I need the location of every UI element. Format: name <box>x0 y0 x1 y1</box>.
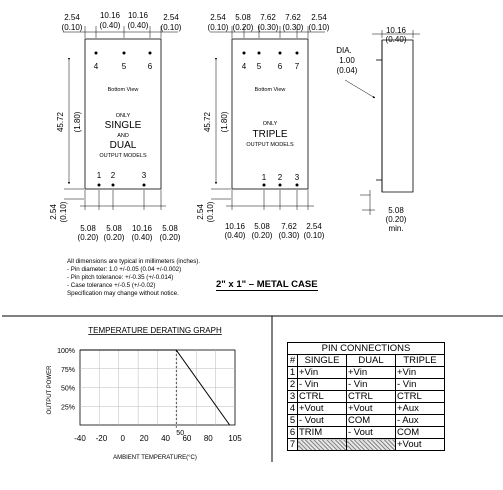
side-width-dim-in: (0.40) <box>385 35 407 44</box>
marker-label: 50 <box>176 430 185 437</box>
pin-cell: 3 <box>288 391 298 403</box>
pin-dot <box>149 52 152 55</box>
x-tick-label: 80 <box>203 434 213 443</box>
height-dim: 45.72 <box>203 111 212 133</box>
offset-dim: 2.54 <box>49 204 58 220</box>
pin-length-in: (0.20) <box>385 215 407 224</box>
chart-plot <box>80 350 230 428</box>
pin-cell: COM <box>396 427 445 439</box>
dim-mm: 7.62 <box>260 13 276 22</box>
pin-cell: CTRL <box>298 391 347 403</box>
offset-dim: 2.54 <box>196 204 205 220</box>
dim-mm: 5.08 <box>254 222 270 231</box>
pin-number: 6 <box>147 62 153 71</box>
derating-chart <box>10 322 260 472</box>
dim-mm: 10.16 <box>224 222 246 231</box>
pin-cell: 1 <box>288 367 298 379</box>
note-line: - Pin pitch tolerance: +/-0.35 (+/-0.014) <box>67 274 174 281</box>
pin-dot <box>112 184 115 187</box>
pin-dot <box>258 52 261 55</box>
pin-dot <box>243 52 246 55</box>
dim-mm: 2.54 <box>64 13 80 22</box>
header-cell: TRIPLE <box>396 355 445 367</box>
dia-in: (0.04) <box>336 66 358 75</box>
note-line: Specification may change without notice. <box>67 290 179 297</box>
dim-in: (0.40) <box>127 21 149 30</box>
pin-number: 2 <box>110 171 116 180</box>
dim-in: (0.10) <box>61 23 83 32</box>
bottom-view-label: Bottom View <box>107 87 139 93</box>
pin-cell: 2 <box>288 379 298 391</box>
pin-number: 5 <box>121 62 127 71</box>
y-tick-labels <box>57 348 75 411</box>
dim-mm: 2.54 <box>163 13 179 22</box>
pin-cell: +Vout <box>298 403 347 415</box>
pin-number: 6 <box>277 62 283 71</box>
pin-length-mm: 5.08 <box>388 206 404 215</box>
header-cell: # <box>288 355 298 367</box>
table-row <box>288 415 445 427</box>
side-case-outline <box>382 40 413 192</box>
output-models-label: OUTPUT MODELS <box>246 142 294 148</box>
pin-cell: +Vin <box>347 367 396 379</box>
dim-in: (0.10) <box>160 23 182 32</box>
pin-cell: - Vin <box>298 379 347 391</box>
y-axis-label: OUTPUT POWER <box>47 365 53 415</box>
dim-in: (0.10) <box>207 23 229 32</box>
pin-cell: +Vin <box>298 367 347 379</box>
case-title <box>216 279 318 290</box>
dimension-notes <box>67 258 200 298</box>
dim-mm: 10.16 <box>127 11 149 20</box>
pin-number: 1 <box>96 171 102 180</box>
dim-in: (0.20) <box>159 233 181 242</box>
pin-number: 2 <box>277 173 283 182</box>
pin-dot <box>296 184 299 187</box>
header-cell: DUAL <box>347 355 396 367</box>
dim-in: (0.30) <box>278 231 300 240</box>
only-label: ONLY <box>262 121 278 127</box>
dim-in: (0.40) <box>224 231 246 240</box>
pin-cell: - Vout <box>298 415 347 427</box>
pin-cell: - Aux <box>396 415 445 427</box>
output-models-label: OUTPUT MODELS <box>99 153 147 159</box>
pin-cell: +Vout <box>347 403 396 415</box>
pin-cell-unused <box>347 439 396 451</box>
pin-cell: 6 <box>288 427 298 439</box>
dim-mm: 2.54 <box>311 13 327 22</box>
pin-connections-table <box>287 342 445 451</box>
pin-number: 1 <box>261 173 267 182</box>
model-label: TRIPLE <box>252 129 288 140</box>
table-row <box>288 403 445 415</box>
dim-mm: 5.08 <box>235 13 251 22</box>
pin-dot <box>123 52 126 55</box>
x-tick-label: 105 <box>228 434 242 443</box>
x-tick-label: 40 <box>161 434 170 443</box>
dim-mm: 7.62 <box>281 222 297 231</box>
model-label: SINGLE <box>104 120 142 131</box>
pin-dot <box>95 52 98 55</box>
dim-mm: 7.62 <box>285 13 301 22</box>
dim-mm: 10.16 <box>131 224 153 233</box>
pin-cell: 7 <box>288 439 298 451</box>
table-row <box>288 379 445 391</box>
table-row <box>288 367 445 379</box>
model-label-2: DUAL <box>109 140 137 151</box>
pin-cell: +Vin <box>396 367 445 379</box>
note-line: - Pin diameter: 1.0 +/-0.05 (0.04 +/-0.002) <box>67 266 182 273</box>
table-row <box>288 391 445 403</box>
dim-in: (0.40) <box>99 21 121 30</box>
pin-cell: COM <box>347 415 396 427</box>
pin-dot <box>279 184 282 187</box>
y-tick-label: 25% <box>60 404 75 412</box>
note-line: All dimensions are typical in millimeters (inches). <box>67 258 201 265</box>
pin-cell: +Aux <box>396 403 445 415</box>
dim-in: (0.20) <box>77 233 99 242</box>
x-tick-label: 0 <box>120 434 125 443</box>
pin-dot <box>98 184 101 187</box>
height-dim-in: (1.80) <box>220 111 229 133</box>
x-axis-label: AMBIENT TEMPERATURE(°C) <box>113 455 197 461</box>
chart-grid <box>80 350 235 425</box>
side-width-dim: 10.16 <box>385 26 407 35</box>
pin-dot <box>279 52 282 55</box>
pin-number: 5 <box>256 62 262 71</box>
note-line: - Case tolerance +/-0.5 (+/-0.02) <box>67 282 156 289</box>
dim-in: (0.20) <box>251 231 273 240</box>
dim-in: (0.10) <box>308 23 330 32</box>
pin-cell-unused <box>298 439 347 451</box>
dim-mm: 5.08 <box>106 224 122 233</box>
offset-dim-in: (0.10) <box>59 201 68 223</box>
pin-number: 3 <box>294 173 300 182</box>
only-label: ONLY <box>115 113 131 119</box>
height-dim: 45.72 <box>56 111 65 133</box>
y-tick-label: 50% <box>60 385 75 393</box>
dim-mm: 5.08 <box>162 224 178 233</box>
pin-cell: CTRL <box>396 391 445 403</box>
x-tick-labels <box>74 434 242 443</box>
header-cell: SINGLE <box>298 355 347 367</box>
pin-cell: +Vout <box>396 439 445 451</box>
pin-dot <box>143 184 146 187</box>
pin-number: 4 <box>93 62 99 71</box>
pin-cell: - Vin <box>347 379 396 391</box>
dia-mm: 1.00 <box>339 56 355 65</box>
pin-cell: 4 <box>288 403 298 415</box>
dim-mm: 2.54 <box>210 13 226 22</box>
pin-cell: - Vin <box>396 379 445 391</box>
dia-label: DIA. <box>336 46 352 55</box>
dim-mm: 5.08 <box>80 224 96 233</box>
pin-cell: CTRL <box>347 391 396 403</box>
pin-cell: - Vout <box>347 427 396 439</box>
pin-number: 4 <box>241 62 247 71</box>
chart-title: TEMPERATURE DERATING GRAPH <box>88 326 222 335</box>
table-header-row <box>288 355 445 367</box>
y-tick-label: 75% <box>60 366 75 374</box>
x-tick-label: 60 <box>182 434 192 443</box>
table-title: PIN CONNECTIONS <box>288 343 445 355</box>
case-title-text: 2" x 1" – METAL CASE <box>216 279 318 290</box>
dim-in: (0.30) <box>282 23 304 32</box>
x-tick-label: 20 <box>139 434 149 443</box>
dim-in: (0.40) <box>131 233 153 242</box>
dim-in: (0.30) <box>257 23 279 32</box>
pin-dot <box>263 184 266 187</box>
dim-mm: 10.16 <box>99 11 121 20</box>
pin-length-min: min. <box>388 224 404 233</box>
pin-dot <box>296 52 299 55</box>
pin-cell: 5 <box>288 415 298 427</box>
pin-cell: TRIM <box>298 427 347 439</box>
dim-in: (0.20) <box>103 233 125 242</box>
x-tick-label: -20 <box>95 434 108 443</box>
x-tick-label: -40 <box>74 434 86 443</box>
bottom-view-label: Bottom View <box>254 87 286 93</box>
dim-mm: 2.54 <box>306 222 322 231</box>
offset-dim-in: (0.10) <box>206 201 215 223</box>
height-dim-in: (1.80) <box>73 111 82 133</box>
dim-in: (0.10) <box>303 231 325 240</box>
table-row <box>288 427 445 439</box>
and-label: AND <box>117 133 129 139</box>
y-tick-label: 100% <box>57 348 75 355</box>
pin-number: 7 <box>294 62 300 71</box>
dim-in: (0.20) <box>232 23 254 32</box>
table-row <box>288 439 445 451</box>
pin-number: 3 <box>141 171 147 180</box>
